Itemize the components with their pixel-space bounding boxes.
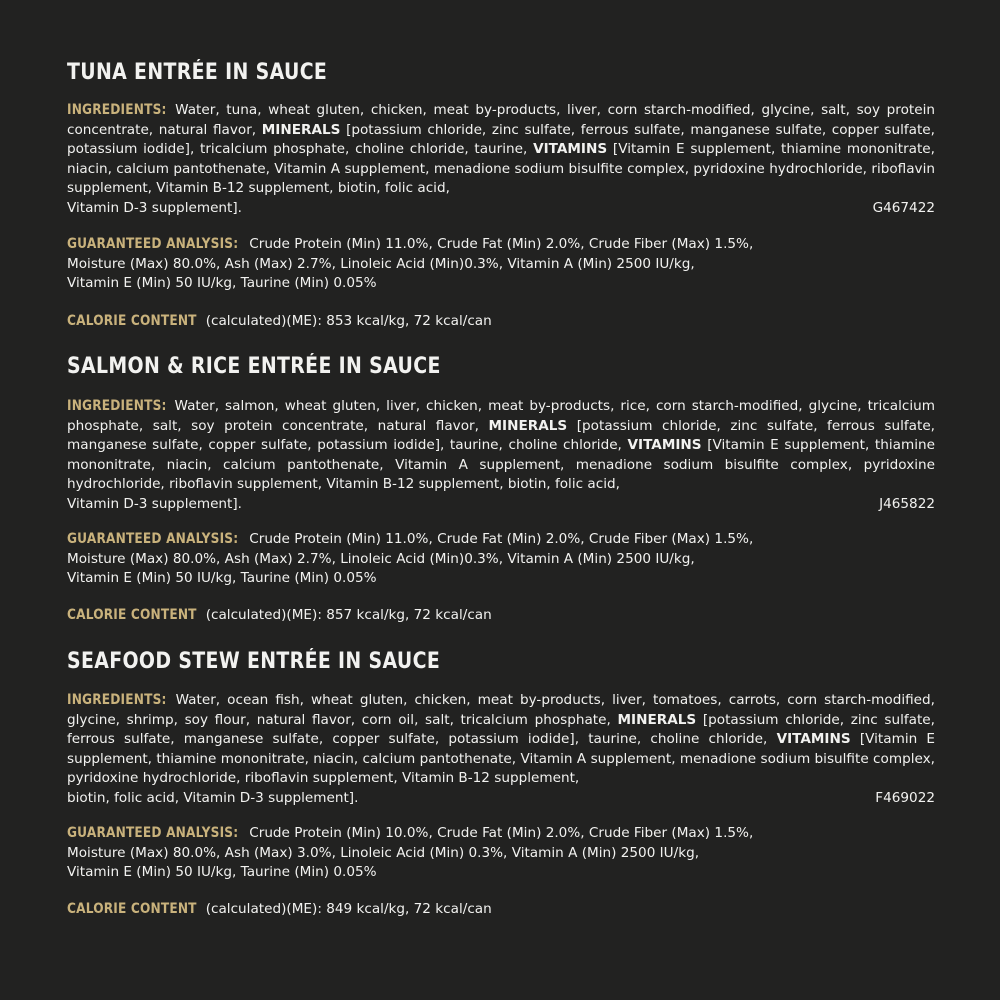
salmon-section [67, 352, 936, 623]
seafood-calorie-content: CALORIE CONTENT (calculated)(ME): 849 kcal/kg, 72 kcal/can [67, 900, 935, 920]
minerals-label: MINERALS [488, 417, 568, 434]
lot-code: J465822 [879, 495, 935, 512]
guaranteed-analysis-label: GUARANTEED ANALYSIS: [67, 825, 239, 841]
seafood-section [67, 647, 935, 917]
guaranteed-analysis-label: GUARANTEED ANALYSIS: [67, 236, 239, 252]
tuna-title: TUNA ENTRÉE IN SAUCE [67, 60, 328, 85]
ingredients-label: INGREDIENTS: [67, 692, 167, 708]
tuna-ingredients: INGREDIENTS: Water, tuna, wheat gluten, chicken, meat by-products, liver, corn starch-modified, glycine, salt, soy protein concentrate, natural flavor, MINERALS [potassium chloride, zinc sulfate, ferrous sulfate, manganese sulfate, copper sulfate, potassium iodide], tricalcium phosphate, choline chloride, taurine, VITAMINS [Vitamin E supplement, thiamine mononitrate, niacin, calcium pantothenate, Vitamin A supplement, menadione sodium bisulfite complex, pyridoxine hydrochloride, riboflavin supplement, Vitamin B-12 supplement, biotin, folic acid, Vitamin D-3 supplement]. G467422 [67, 101, 935, 218]
seafood-title: SEAFOOD STEW ENTRÉE IN SAUCE [67, 649, 441, 674]
tuna-calorie-content: CALORIE CONTENT (calculated)(ME): 853 kcal/kg, 72 kcal/can [67, 312, 935, 332]
minerals-label: MINERALS [261, 121, 341, 138]
calorie-content-label: CALORIE CONTENT [67, 313, 197, 329]
calorie-content-label: CALORIE CONTENT [67, 607, 197, 623]
lot-code: G467422 [872, 199, 935, 216]
vitamins-label: VITAMINS [533, 141, 608, 157]
salmon-title: SALMON & RICE ENTRÉE IN SAUCE [67, 354, 441, 379]
vitamins-label: VITAMINS [627, 437, 702, 453]
tuna-guaranteed-analysis: GUARANTEED ANALYSIS: Crude Protein (Min) 11.0%, Crude Fat (Min) 2.0%, Crude Fiber (Max) 1.5%, Moisture (Max) 80.0%, Ash (Max) 2.7%, Linoleic Acid (Min)0.3%, Vitamin A (Min) 2500 IU/kg, Vitamin E (Min) 50 IU/kg, Taurine (Min) 0.05% [67, 236, 754, 291]
seafood-guaranteed-analysis: GUARANTEED ANALYSIS: Crude Protein (Min) 10.0%, Crude Fat (Min) 2.0%, Crude Fiber (Max) 1.5%, Moisture (Max) 80.0%, Ash (Max) 3.0%, Linoleic Acid (Min) 0.3%, Vitamin A (Min) 2500 IU/kg, Vitamin E (Min) 50 IU/kg, Taurine (Min) 0.05% [67, 825, 754, 880]
minerals-label: MINERALS [617, 711, 697, 728]
salmon-ingredients: INGREDIENTS: Water, salmon, wheat gluten, liver, chicken, meat by-products, rice, corn starch-modified, glycine, tricalcium phosphate, salt, soy protein concentrate, natural flavor, MINERALS [potassium chloride, zinc sulfate, ferrous sulfate, manganese sulfate, copper sulfate, potassium iodide], taurine, choline chloride, VITAMINS [Vitamin E supplement, thiamine mononitrate, niacin, calcium pantothenate, Vitamin A supplement, menadione sodium bisulfite complex, pyridoxine hydrochloride, riboflavin supplement, Vitamin B-12 supplement, biotin, folic acid, Vitamin D-3 supplement]. J465822 [67, 397, 935, 514]
ingredients-label: INGREDIENTS: [67, 398, 167, 414]
tuna-section [67, 58, 935, 329]
salmon-guaranteed-analysis: GUARANTEED ANALYSIS: Crude Protein (Min) 11.0%, Crude Fat (Min) 2.0%, Crude Fiber (Max) 1.5%, Moisture (Max) 80.0%, Ash (Max) 2.7%, Linoleic Acid (Min)0.3%, Vitamin A (Min) 2500 IU/kg, Vitamin E (Min) 50 IU/kg, Taurine (Min) 0.05% [67, 531, 754, 586]
ingredients-label: INGREDIENTS: [67, 102, 167, 118]
guaranteed-analysis-label: GUARANTEED ANALYSIS: [67, 531, 239, 547]
salmon-calorie-content: CALORIE CONTENT (calculated)(ME): 857 kcal/kg, 72 kcal/can [67, 606, 935, 626]
lot-code: F469022 [875, 789, 935, 806]
vitamins-label: VITAMINS [776, 731, 851, 747]
calorie-content-label: CALORIE CONTENT [67, 901, 197, 917]
seafood-ingredients: INGREDIENTS: Water, ocean fish, wheat gluten, chicken, meat by-products, liver, tomatoes, carrots, corn starch-modified, glycine, shrimp, soy flour, natural flavor, corn oil, salt, tricalcium phosphate, MINERALS [potassium chloride, zinc sulfate, ferrous sulfate, manganese sulfate, copper sulfate, potassium iodide], taurine, choline chloride, VITAMINS [Vitamin E supplement, thiamine mononitrate, niacin, calcium pantothenate, Vitamin A supplement, menadione sodium bisulfite complex, pyridoxine hydrochloride, riboflavin supplement, Vitamin B-12 supplement, biotin, folic acid, Vitamin D-3 supplement]. F469022 [67, 691, 935, 808]
